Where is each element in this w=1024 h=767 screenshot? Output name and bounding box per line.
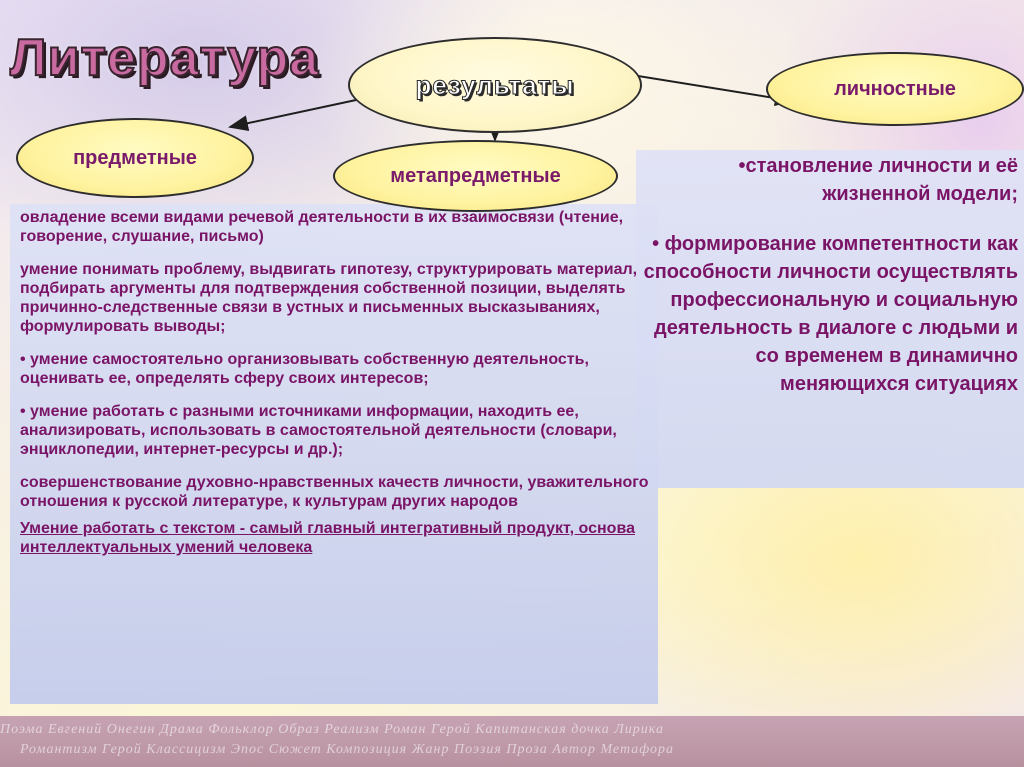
subject-node — [16, 118, 254, 198]
results-node — [348, 37, 642, 133]
personal-node-label: личностные — [834, 77, 956, 100]
personal-item: • формирование компетентности как способности личности осуществлять профессиональную и социальную деятельность в диалоге с людьми и со временем в динамично меняющихся ситуациях — [643, 233, 1018, 395]
metasubject-item: овладение всеми видами речевой деятельности в их взаимосвязи (чтение, говорение, слушание, письмо) — [20, 209, 624, 245]
metasubject-item: • умение работать с разными источниками информации, находить ее, анализировать, использовать в самостоятельной деятельности (словари, энциклопедии, интернет-ресурсы и др.); — [20, 403, 617, 458]
decorative-word-strip-line-2: Романтизм Герой Классицизм Эпос Сюжет Композиция Жанр Поэзия Проза Автор Метафора — [20, 742, 675, 757]
metasubject-results-list — [20, 208, 650, 571]
metasubject-item: • умение самостоятельно организовывать собственную деятельность, оценивать ее, определять сферу своих интересов; — [20, 351, 589, 387]
personal-node — [766, 52, 1024, 126]
key-statement: Умение работать с текстом - самый главный интегративный продукт, основа интеллектуальных умений человека — [20, 520, 635, 556]
arrow-to-subject — [230, 100, 356, 127]
personal-results-list — [640, 152, 1018, 420]
metasubject-item: совершенствование духовно-нравственных качеств личности, уважительного отношения к русской литературе, к культурам других народов — [20, 474, 649, 510]
metasubject-node-label: метапредметные — [390, 164, 561, 187]
page-title: Литература — [10, 29, 320, 87]
subject-node-label: предметные — [73, 146, 197, 169]
metasubject-item: умение понимать проблему, выдвигать гипотезу, структурировать материал, подбирать аргументы для подтверждения собственной позиции, выделять причинно-следственные связи в устных и письменных высказываниях, формулировать выводы; — [20, 261, 638, 335]
decorative-word-strip-line-1: Поэма Евгений Онегин Драма Фольклор Образ Реализм Роман Герой Капитанская дочка Лирика — [0, 722, 664, 737]
personal-item: •становление личности и её жизненной модели; — [738, 155, 1018, 205]
results-node-label: результаты — [415, 69, 575, 100]
metasubject-node — [333, 140, 618, 212]
